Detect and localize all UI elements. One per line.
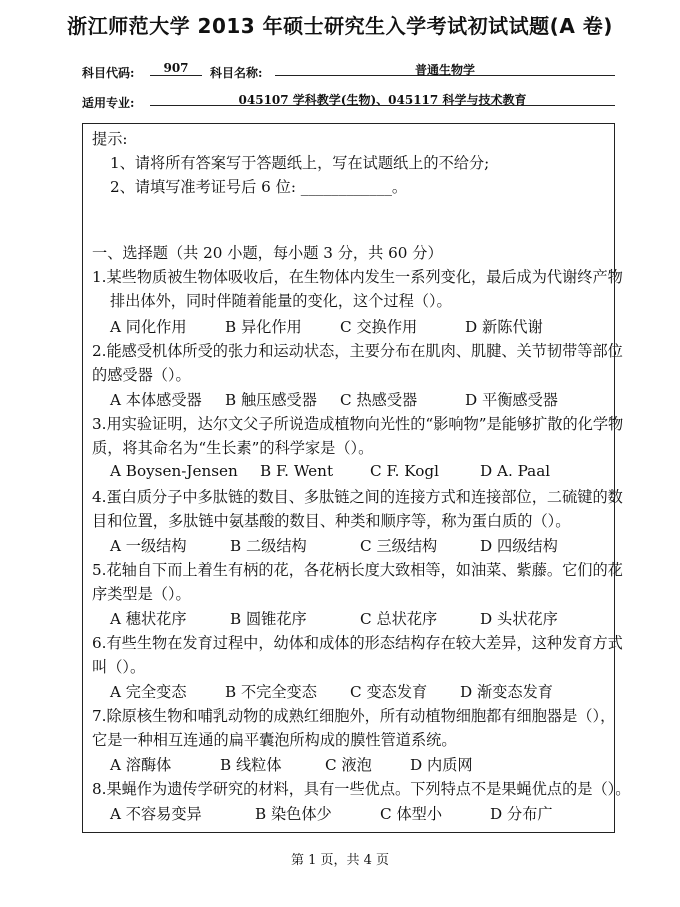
question-7-line-1: 7.除原核生物和哺乳动物的成熟红细胞外，所有动植物细胞都有细胞器是（）， — [92, 707, 616, 725]
option-a: A 不容易变异 — [110, 805, 202, 823]
subject-code-label: 科目代码: — [82, 66, 135, 80]
notice-item-2: 2、请填写准考证号后 6 位: ____________。 — [110, 178, 408, 196]
option-b: B 不完全变态 — [225, 683, 317, 701]
option-a: A 完全变态 — [110, 683, 187, 701]
subject-code-row — [82, 64, 134, 81]
option-b: B 二级结构 — [230, 537, 307, 555]
question-6-line-2: 叫（）。 — [92, 658, 146, 676]
option-a: A 穗状花序 — [110, 610, 187, 628]
option-c: C 变态发育 — [350, 683, 428, 701]
option-a: A 本体感受器 — [110, 391, 202, 409]
option-d: D 内质网 — [410, 756, 473, 774]
question-2-line-2: 的感受器（）。 — [92, 366, 191, 384]
option-d: D 头状花序 — [480, 610, 558, 628]
notice-item-1: 1、请将所有答案写于答题纸上，写在试题纸上的不给分; — [110, 154, 490, 172]
section-heading: 一、选择题（共 20 小题，每小题 3 分，共 60 分） — [92, 244, 443, 262]
notice-heading: 提示: — [92, 130, 128, 148]
option-d: D 平衡感受器 — [465, 391, 558, 409]
question-1-line-1: 1.某些物质被生物体吸收后，在生物体内发生一系列变化，最后成为代谢终产物 — [92, 268, 623, 286]
question-8-line-1: 8.果蝇作为遗传学研究的材料，具有一些优点。下列特点不是果蝇优点的是（）。 — [92, 780, 631, 798]
option-b: B 线粒体 — [220, 756, 282, 774]
question-6-line-1: 6.有些生物在发育过程中，幼体和成体的形态结构存在较大差异，这种发育方式 — [92, 634, 623, 652]
option-d: D 分布广 — [490, 805, 553, 823]
option-c: C 热感受器 — [340, 391, 418, 409]
option-a: A 溶酶体 — [110, 756, 172, 774]
question-1-line-2: 排出体外，同时伴随着能量的变化，这个过程（）。 — [110, 292, 452, 310]
question-3-line-2: 质，将其命名为“生长素”的科学家是（）。 — [92, 439, 374, 457]
major-label: 适用专业: — [82, 96, 135, 110]
option-b: B 触压感受器 — [225, 391, 317, 409]
question-4-line-1: 4.蛋白质分子中多肽链的数目、多肽链之间的连接方式和连接部位，二硫键的数 — [92, 488, 623, 506]
option-c: C 三级结构 — [360, 537, 438, 555]
option-d: D 新陈代谢 — [465, 318, 543, 336]
option-a: A 一级结构 — [110, 537, 187, 555]
option-a: A 同化作用 — [110, 318, 187, 336]
option-c: C F. Kogl — [370, 462, 439, 480]
option-b: B 异化作用 — [225, 318, 302, 336]
major-row — [82, 94, 134, 111]
option-b: B 圆锥花序 — [230, 610, 307, 628]
subject-code-value: 907 — [150, 61, 202, 76]
major-value: 045107 学科教学(生物)、045117 科学与技术教育 — [150, 91, 615, 106]
option-c: C 体型小 — [380, 805, 443, 823]
page-title: 浙江师范大学 2013 年硕士研究生入学考试初试试题(A 卷) — [67, 14, 613, 38]
option-c: C 交换作用 — [340, 318, 418, 336]
question-5-line-2: 序类型是（）。 — [92, 585, 191, 603]
subject-name-row — [210, 64, 262, 81]
subject-name-value: 普通生物学 — [275, 61, 615, 76]
question-3-line-1: 3.用实验证明，达尔文父子所说造成植物向光性的“影响物”是能够扩散的化学物 — [92, 415, 624, 433]
question-4-line-2: 目和位置，多肽链中氨基酸的数目、种类和顺序等，称为蛋白质的（）。 — [92, 512, 571, 530]
subject-name-label: 科目名称: — [210, 66, 263, 80]
question-2-line-1: 2.能感受机体所受的张力和运动状态，主要分布在肌肉、肌腱、关节韧带等部位 — [92, 342, 623, 360]
question-5-line-1: 5.花轴自下而上着生有柄的花，各花柄长度大致相等，如油菜、紫藤。它们的花 — [92, 561, 623, 579]
option-c: C 液泡 — [325, 756, 372, 774]
option-d: D 四级结构 — [480, 537, 558, 555]
option-a: A Boysen-Jensen — [110, 462, 238, 480]
option-d: D A. Paal — [480, 462, 551, 480]
option-b: B 染色体少 — [255, 805, 332, 823]
page-number: 第 1 页，共 4 页 — [290, 853, 390, 868]
option-c: C 总状花序 — [360, 610, 438, 628]
question-7-line-2: 它是一种相互连通的扁平囊泡所构成的膜性管道系统。 — [92, 731, 457, 749]
option-b: B F. Went — [260, 462, 334, 480]
option-d: D 渐变态发育 — [460, 683, 553, 701]
